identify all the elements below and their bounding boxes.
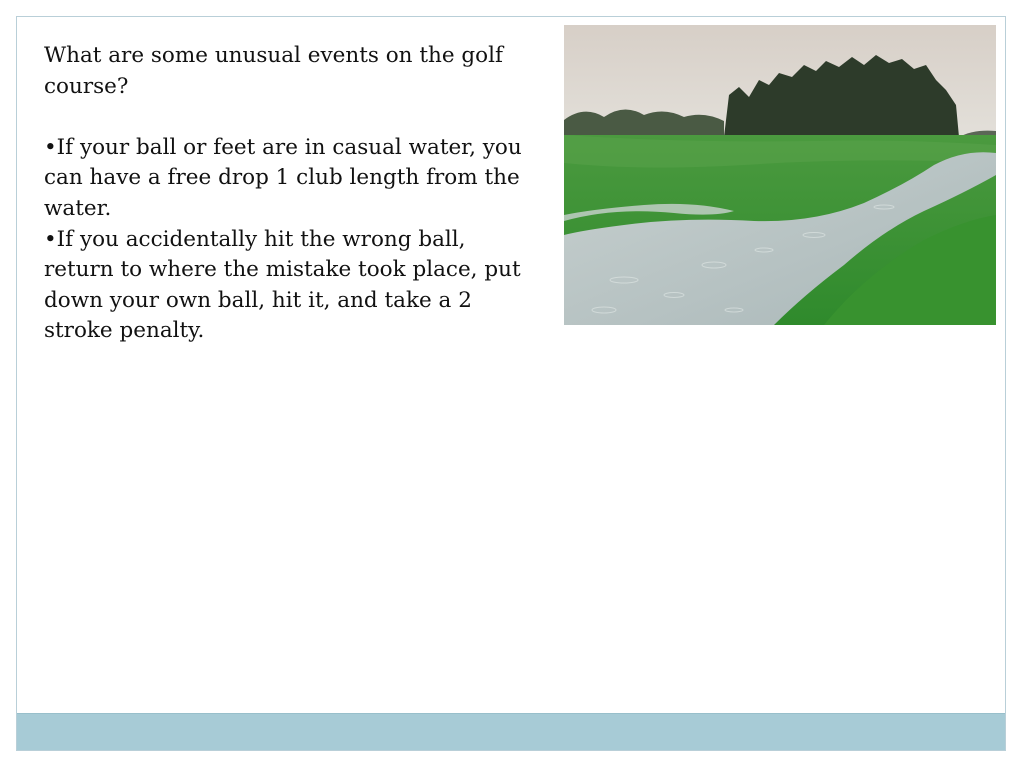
bullet-casual-water: •If your ball or feet are in casual water, you can have a free drop 1 club length from the water. (44, 134, 522, 221)
slide (16, 16, 1006, 751)
slide-text (44, 41, 534, 347)
footer-bar (17, 713, 1005, 750)
bullet-wrong-ball: •If you accidentally hit the wrong ball, return to where the mistake took place, put down your own ball, hit it, and take a 2 stroke penalty. (44, 226, 521, 344)
photo-illustration (564, 25, 996, 325)
question-text: What are some unusual events on the golf course? (44, 43, 503, 99)
spacer (44, 102, 534, 133)
flooded-fairway-photo (564, 25, 996, 325)
